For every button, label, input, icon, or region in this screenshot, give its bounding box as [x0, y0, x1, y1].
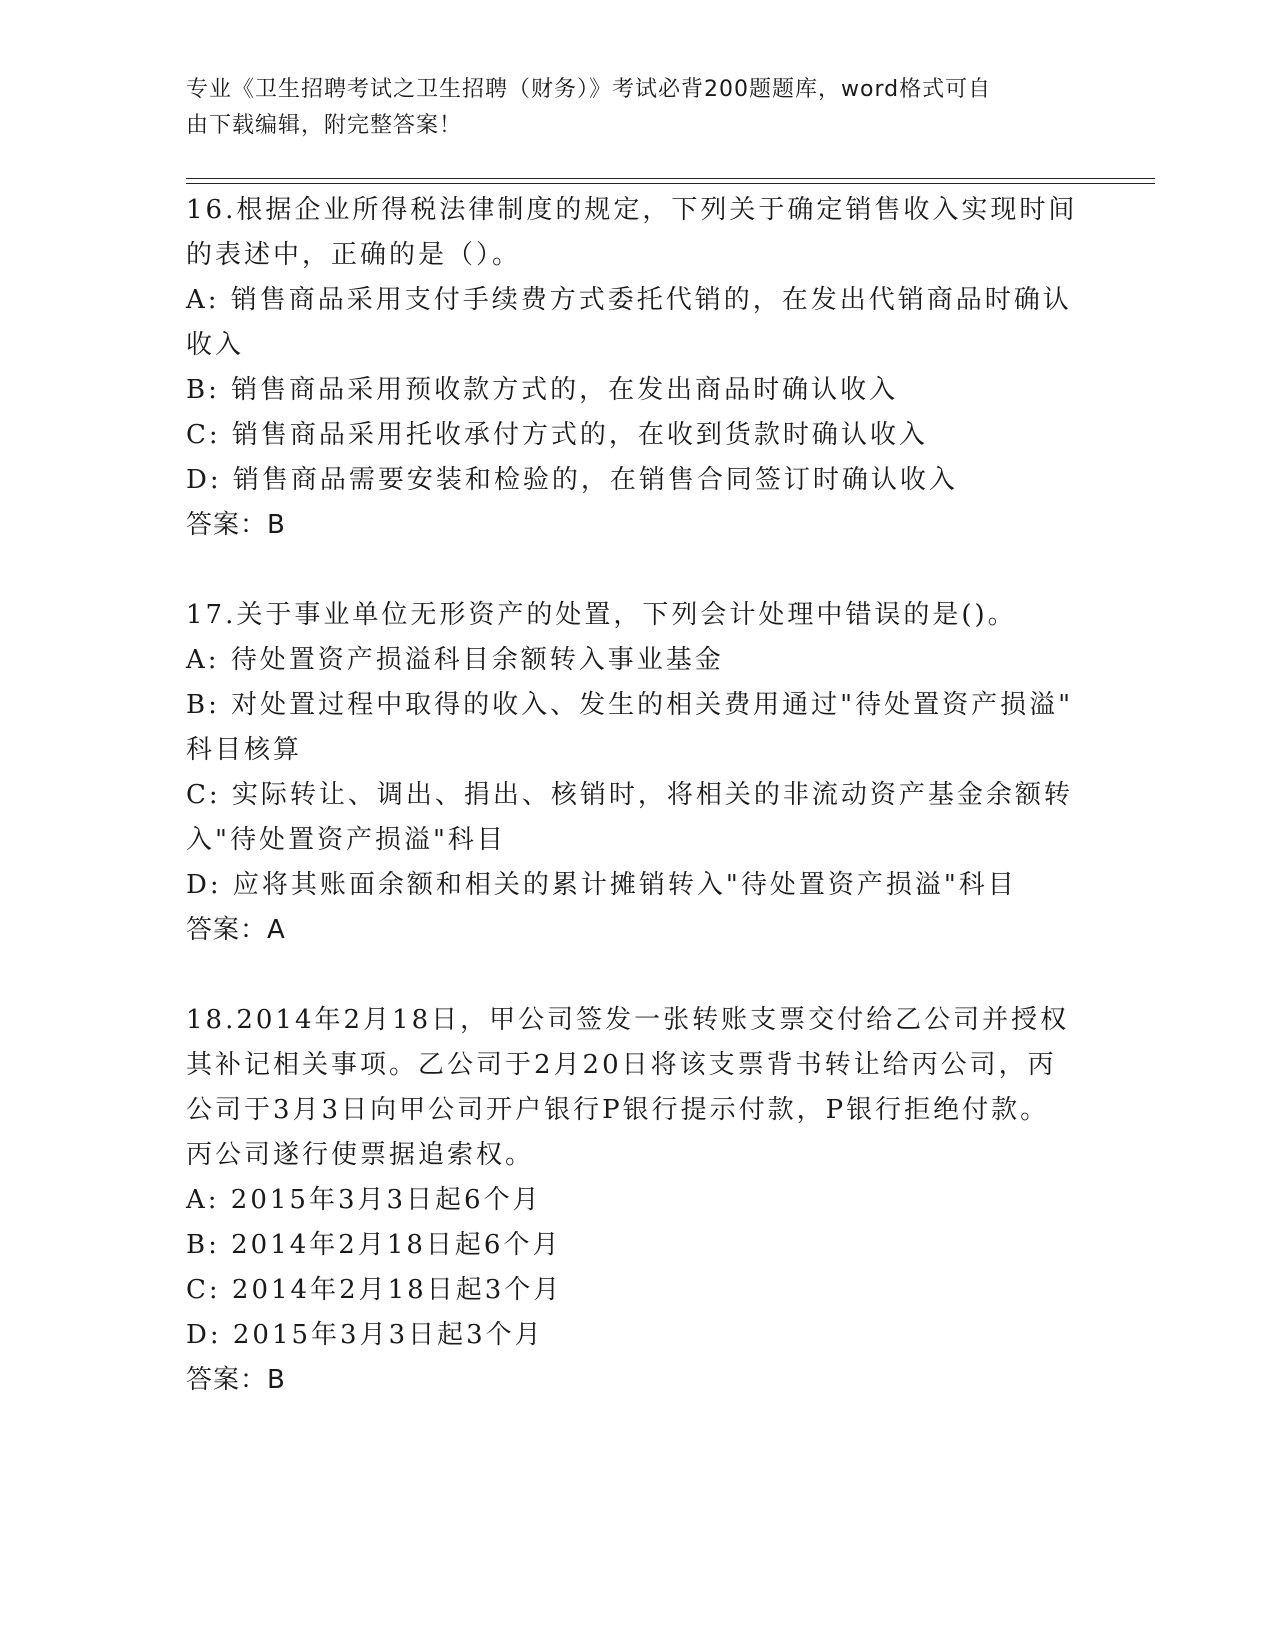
question-stem-line: 其补记相关事项。乙公司于2月20日将该支票背书转让给丙公司，丙 — [186, 1050, 1057, 1080]
option-b: B: 对处置过程中取得的收入、发生的相关费用通过"待处置资产损溢" — [186, 690, 1074, 720]
question-stem-line: 公司于3月3日向甲公司开户银行P银行提示付款，P银行拒绝付款。 — [186, 1095, 1050, 1125]
answer: 答案：B — [186, 1365, 286, 1395]
question-16 — [186, 188, 1086, 548]
option-b: B: 销售商品采用预收款方式的，在发出商品时确认收入 — [186, 375, 899, 405]
option-d: D: 销售商品需要安装和检验的，在销售合同签订时确认收入 — [186, 465, 958, 495]
question-stem-line: 18.2014年2月18日，甲公司签发一张转账支票交付给乙公司并授权 — [186, 1005, 1070, 1035]
option-a: A: 销售商品采用支付手续费方式委托代销的，在发出代销商品时确认 — [186, 285, 1072, 315]
answer: 答案：A — [186, 915, 286, 945]
answer: 答案：B — [186, 510, 286, 540]
document-header — [186, 72, 1066, 144]
option-d: D: 2015年3月3日起3个月 — [186, 1320, 544, 1350]
header-line-2: 由下载编辑，附完整答案！ — [186, 113, 463, 138]
question-stem-line: 的表述中，正确的是（）。 — [186, 240, 522, 270]
question-17 — [186, 593, 1086, 953]
option-d: D: 应将其账面余额和相关的累计摊销转入"待处置资产损溢"科目 — [186, 870, 1017, 900]
option-a-continued: 收入 — [186, 330, 245, 360]
question-stem-line: 丙公司遂行使票据追索权。 — [186, 1140, 535, 1170]
option-b: B: 2014年2月18日起6个月 — [186, 1230, 562, 1260]
header-divider-bottom — [186, 183, 1155, 184]
option-b-continued: 科目核算 — [186, 735, 303, 765]
header-line-1: 专业《卫生招聘考试之卫生招聘（财务）》考试必背200题题库，word格式可自 — [186, 77, 992, 102]
option-c-continued: 入"待处置资产损溢"科目 — [186, 825, 506, 855]
option-a: A: 2015年3月3日起6个月 — [186, 1185, 542, 1215]
option-c: C: 实际转让、调出、捐出、核销时，将相关的非流动资产基金余额转 — [186, 780, 1073, 810]
question-stem-line: 17.关于事业单位无形资产的处置，下列会计处理中错误的是()。 — [186, 600, 1017, 630]
question-list — [186, 188, 1086, 1403]
question-18 — [186, 998, 1086, 1403]
question-stem-line: 16.根据企业所得税法律制度的规定，下列关于确定销售收入实现时间 — [186, 195, 1078, 225]
option-c: C: 2014年2月18日起3个月 — [186, 1275, 563, 1305]
option-a: A: 待处置资产损溢科目余额转入事业基金 — [186, 645, 724, 675]
header-divider-top — [186, 178, 1155, 179]
option-c: C: 销售商品采用托收承付方式的，在收到货款时确认收入 — [186, 420, 928, 450]
